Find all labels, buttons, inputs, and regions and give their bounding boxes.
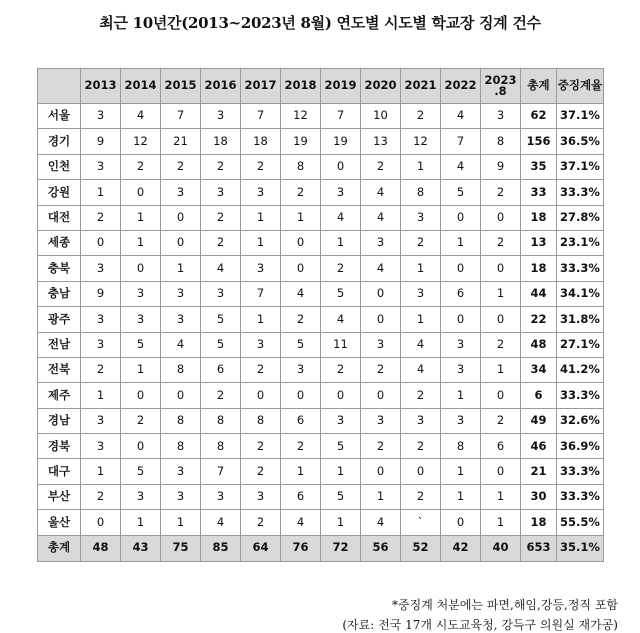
- value-cell: 3: [241, 332, 281, 357]
- value-cell: 1: [161, 256, 201, 281]
- table-row: [38, 154, 604, 179]
- rate-cell: 27.1%: [557, 332, 604, 357]
- region-cell: 충남: [38, 281, 81, 306]
- value-cell: 18: [241, 129, 281, 154]
- rate-cell: 35.1%: [557, 535, 604, 561]
- value-cell: 2: [321, 256, 361, 281]
- value-cell: 42: [441, 535, 481, 561]
- value-cell: 2: [401, 383, 441, 408]
- value-cell: 8: [241, 408, 281, 433]
- value-cell: 40: [481, 535, 521, 561]
- header-cell-year: 2018: [281, 69, 321, 104]
- value-cell: 0: [121, 434, 161, 459]
- value-cell: 1: [441, 484, 481, 509]
- value-cell: 18: [201, 129, 241, 154]
- table-row: [38, 408, 604, 433]
- value-cell: 11: [321, 332, 361, 357]
- total-cell: 49: [521, 408, 557, 433]
- value-cell: 3: [441, 332, 481, 357]
- table-row: [38, 104, 604, 129]
- value-cell: 19: [281, 129, 321, 154]
- rate-cell: 31.8%: [557, 307, 604, 332]
- value-cell: 1: [241, 230, 281, 255]
- value-cell: 1: [481, 357, 521, 382]
- value-cell: 8: [401, 180, 441, 205]
- value-cell: 13: [361, 129, 401, 154]
- value-cell: 4: [401, 357, 441, 382]
- value-cell: 6: [281, 484, 321, 509]
- sum-row: [38, 535, 604, 561]
- rate-cell: 36.5%: [557, 129, 604, 154]
- value-cell: 2: [321, 357, 361, 382]
- value-cell: 4: [161, 332, 201, 357]
- total-cell: 30: [521, 484, 557, 509]
- table-row: [38, 230, 604, 255]
- value-cell: 6: [201, 357, 241, 382]
- value-cell: 12: [281, 104, 321, 129]
- header-cell-year: 2016: [201, 69, 241, 104]
- total-cell: 34: [521, 357, 557, 382]
- value-cell: 1: [281, 459, 321, 484]
- region-cell: 경기: [38, 129, 81, 154]
- value-cell: 2: [361, 434, 401, 459]
- value-cell: 3: [361, 230, 401, 255]
- value-cell: 0: [481, 383, 521, 408]
- table-row: [38, 459, 604, 484]
- value-cell: 0: [401, 459, 441, 484]
- source-note: (자료: 전국 17개 시도교육청, 강득구 의원실 재가공): [342, 618, 618, 632]
- value-cell: 1: [241, 205, 281, 230]
- value-cell: 2: [361, 154, 401, 179]
- table-row: [38, 205, 604, 230]
- page-title: 최근 10년간(2013~2023년 8월) 연도별 시도별 학교장 징계 건수: [99, 14, 541, 32]
- value-cell: 6: [481, 434, 521, 459]
- value-cell: 1: [481, 510, 521, 535]
- value-cell: 72: [321, 535, 361, 561]
- discipline-table: [37, 68, 604, 562]
- value-cell: 3: [81, 408, 121, 433]
- region-cell: 총계: [38, 535, 81, 561]
- value-cell: 3: [121, 281, 161, 306]
- value-cell: 4: [401, 332, 441, 357]
- value-cell: 1: [321, 510, 361, 535]
- header-cell-year: 2020: [361, 69, 401, 104]
- value-cell: 0: [161, 383, 201, 408]
- value-cell: 2: [401, 104, 441, 129]
- table-row: [38, 180, 604, 205]
- value-cell: 56: [361, 535, 401, 561]
- value-cell: 2: [481, 180, 521, 205]
- value-cell: 2: [481, 332, 521, 357]
- value-cell: 5: [121, 459, 161, 484]
- table-row: [38, 281, 604, 306]
- value-cell: 4: [441, 154, 481, 179]
- value-cell: 3: [321, 180, 361, 205]
- value-cell: 5: [201, 332, 241, 357]
- value-cell: 0: [81, 510, 121, 535]
- region-cell: 경남: [38, 408, 81, 433]
- value-cell: 7: [441, 129, 481, 154]
- header-cell-year: 2019: [321, 69, 361, 104]
- rate-cell: 33.3%: [557, 459, 604, 484]
- value-cell: 8: [201, 408, 241, 433]
- value-cell: 7: [321, 104, 361, 129]
- total-cell: 653: [521, 535, 557, 561]
- value-cell: 3: [481, 104, 521, 129]
- value-cell: 1: [441, 459, 481, 484]
- total-cell: 22: [521, 307, 557, 332]
- header-cell-rate: 중징계율: [557, 69, 604, 104]
- total-cell: 21: [521, 459, 557, 484]
- value-cell: 0: [361, 459, 401, 484]
- value-cell: 0: [321, 154, 361, 179]
- value-cell: 2: [281, 434, 321, 459]
- value-cell: 0: [161, 230, 201, 255]
- rate-cell: 34.1%: [557, 281, 604, 306]
- value-cell: 4: [361, 256, 401, 281]
- value-cell: 3: [161, 281, 201, 306]
- value-cell: 9: [481, 154, 521, 179]
- value-cell: 5: [321, 281, 361, 306]
- value-cell: 1: [441, 383, 481, 408]
- value-cell: 0: [361, 383, 401, 408]
- value-cell: 2: [121, 408, 161, 433]
- value-cell: 2: [201, 230, 241, 255]
- table-row: [38, 256, 604, 281]
- value-cell: 2: [361, 357, 401, 382]
- rate-cell: 55.5%: [557, 510, 604, 535]
- value-cell: 1: [81, 180, 121, 205]
- total-cell: 35: [521, 154, 557, 179]
- value-cell: 6: [281, 408, 321, 433]
- value-cell: 2: [201, 154, 241, 179]
- value-cell: 1: [121, 357, 161, 382]
- value-cell: 0: [481, 307, 521, 332]
- value-cell: 7: [241, 104, 281, 129]
- value-cell: 0: [281, 230, 321, 255]
- table-row: [38, 484, 604, 509]
- value-cell: 2: [401, 484, 441, 509]
- value-cell: 75: [161, 535, 201, 561]
- value-cell: 8: [441, 434, 481, 459]
- total-cell: 33: [521, 180, 557, 205]
- table-body: [38, 104, 604, 562]
- value-cell: 4: [201, 510, 241, 535]
- value-cell: 3: [121, 307, 161, 332]
- value-cell: 4: [281, 281, 321, 306]
- value-cell: 9: [81, 281, 121, 306]
- value-cell: 1: [121, 205, 161, 230]
- value-cell: 3: [81, 154, 121, 179]
- value-cell: 0: [121, 256, 161, 281]
- value-cell: 48: [81, 535, 121, 561]
- value-cell: 1: [441, 230, 481, 255]
- value-cell: 3: [281, 357, 321, 382]
- total-cell: 156: [521, 129, 557, 154]
- value-cell: 2: [81, 205, 121, 230]
- header-cell-2023-8: [481, 69, 521, 104]
- value-cell: 12: [401, 129, 441, 154]
- value-cell: 1: [401, 154, 441, 179]
- header-2023-line2: .8: [494, 84, 507, 98]
- value-cell: 1: [241, 307, 281, 332]
- rate-cell: 32.6%: [557, 408, 604, 433]
- value-cell: 3: [81, 104, 121, 129]
- value-cell: 1: [121, 230, 161, 255]
- region-cell: 대전: [38, 205, 81, 230]
- value-cell: 3: [161, 459, 201, 484]
- value-cell: 7: [161, 104, 201, 129]
- value-cell: 1: [481, 281, 521, 306]
- value-cell: 3: [241, 180, 281, 205]
- value-cell: 10: [361, 104, 401, 129]
- value-cell: 0: [441, 256, 481, 281]
- value-cell: 3: [441, 408, 481, 433]
- value-cell: 2: [241, 510, 281, 535]
- value-cell: 0: [481, 459, 521, 484]
- total-cell: 62: [521, 104, 557, 129]
- value-cell: 3: [401, 281, 441, 306]
- value-cell: 8: [161, 357, 201, 382]
- value-cell: 3: [161, 484, 201, 509]
- value-cell: 2: [121, 154, 161, 179]
- value-cell: 43: [121, 535, 161, 561]
- value-cell: 1: [481, 484, 521, 509]
- total-cell: 46: [521, 434, 557, 459]
- value-cell: 4: [281, 510, 321, 535]
- value-cell: 3: [121, 484, 161, 509]
- rate-cell: 33.3%: [557, 383, 604, 408]
- value-cell: 3: [81, 434, 121, 459]
- value-cell: 2: [481, 230, 521, 255]
- total-cell: 18: [521, 510, 557, 535]
- header-cell-year: 2015: [161, 69, 201, 104]
- value-cell: 64: [241, 535, 281, 561]
- value-cell: 4: [321, 205, 361, 230]
- value-cell: 3: [401, 408, 441, 433]
- footnote: *중징계 처분에는 파면,해임,강등,정직 포함: [392, 598, 618, 612]
- value-cell: 8: [481, 129, 521, 154]
- value-cell: 1: [81, 383, 121, 408]
- region-cell: 경북: [38, 434, 81, 459]
- region-cell: 세종: [38, 230, 81, 255]
- value-cell: 8: [161, 408, 201, 433]
- total-cell: 6: [521, 383, 557, 408]
- rate-cell: 41.2%: [557, 357, 604, 382]
- value-cell: 3: [401, 205, 441, 230]
- header-cell-year: 2021: [401, 69, 441, 104]
- rate-cell: 37.1%: [557, 104, 604, 129]
- rate-cell: 33.3%: [557, 256, 604, 281]
- value-cell: 5: [201, 307, 241, 332]
- value-cell: 2: [481, 408, 521, 433]
- value-cell: 3: [201, 104, 241, 129]
- value-cell: 2: [161, 154, 201, 179]
- value-cell: 8: [281, 154, 321, 179]
- value-cell: 4: [321, 307, 361, 332]
- value-cell: 0: [481, 256, 521, 281]
- table-row: [38, 383, 604, 408]
- region-cell: 전북: [38, 357, 81, 382]
- table-row: [38, 434, 604, 459]
- value-cell: 21: [161, 129, 201, 154]
- value-cell: 2: [201, 205, 241, 230]
- value-cell: 3: [241, 256, 281, 281]
- region-cell: 제주: [38, 383, 81, 408]
- value-cell: 4: [361, 205, 401, 230]
- region-cell: 울산: [38, 510, 81, 535]
- region-cell: 부산: [38, 484, 81, 509]
- value-cell: 8: [161, 434, 201, 459]
- value-cell: 0: [481, 205, 521, 230]
- total-cell: 18: [521, 205, 557, 230]
- value-cell: 2: [81, 357, 121, 382]
- table-row: [38, 357, 604, 382]
- value-cell: `: [401, 510, 441, 535]
- value-cell: 19: [321, 129, 361, 154]
- value-cell: 3: [201, 484, 241, 509]
- value-cell: 3: [81, 332, 121, 357]
- value-cell: 3: [201, 180, 241, 205]
- value-cell: 0: [81, 230, 121, 255]
- header-cell-year: 2017: [241, 69, 281, 104]
- value-cell: 1: [361, 484, 401, 509]
- value-cell: 4: [201, 256, 241, 281]
- value-cell: 3: [241, 484, 281, 509]
- table-row: [38, 307, 604, 332]
- rate-cell: 33.3%: [557, 484, 604, 509]
- value-cell: 1: [121, 510, 161, 535]
- value-cell: 2: [241, 357, 281, 382]
- region-cell: 강원: [38, 180, 81, 205]
- value-cell: 5: [441, 180, 481, 205]
- rate-cell: 23.1%: [557, 230, 604, 255]
- value-cell: 12: [121, 129, 161, 154]
- header-cell-corner: [38, 69, 81, 104]
- value-cell: 3: [441, 357, 481, 382]
- value-cell: 52: [401, 535, 441, 561]
- value-cell: 3: [161, 180, 201, 205]
- value-cell: 0: [441, 205, 481, 230]
- region-cell: 인천: [38, 154, 81, 179]
- value-cell: 5: [321, 484, 361, 509]
- value-cell: 1: [401, 307, 441, 332]
- value-cell: 2: [281, 180, 321, 205]
- value-cell: 3: [361, 408, 401, 433]
- total-cell: 13: [521, 230, 557, 255]
- value-cell: 1: [321, 230, 361, 255]
- value-cell: 0: [361, 281, 401, 306]
- total-cell: 18: [521, 256, 557, 281]
- value-cell: 3: [361, 332, 401, 357]
- value-cell: 2: [241, 459, 281, 484]
- value-cell: 0: [441, 510, 481, 535]
- total-cell: 44: [521, 281, 557, 306]
- rate-cell: 27.8%: [557, 205, 604, 230]
- value-cell: 1: [321, 459, 361, 484]
- value-cell: 2: [401, 434, 441, 459]
- rate-cell: 33.3%: [557, 180, 604, 205]
- value-cell: 5: [281, 332, 321, 357]
- value-cell: 1: [281, 205, 321, 230]
- header-cell-total: 총계: [521, 69, 557, 104]
- value-cell: 2: [401, 230, 441, 255]
- value-cell: 76: [281, 535, 321, 561]
- header-cell-year: 2022: [441, 69, 481, 104]
- value-cell: 0: [321, 383, 361, 408]
- value-cell: 9: [81, 129, 121, 154]
- value-cell: 7: [241, 281, 281, 306]
- rate-cell: 37.1%: [557, 154, 604, 179]
- table-row: [38, 332, 604, 357]
- rate-cell: 36.9%: [557, 434, 604, 459]
- value-cell: 2: [201, 383, 241, 408]
- value-cell: 5: [321, 434, 361, 459]
- value-cell: 85: [201, 535, 241, 561]
- value-cell: 0: [361, 307, 401, 332]
- value-cell: 8: [201, 434, 241, 459]
- table-row: [38, 510, 604, 535]
- value-cell: 7: [201, 459, 241, 484]
- value-cell: 0: [241, 383, 281, 408]
- value-cell: 2: [281, 307, 321, 332]
- value-cell: 0: [441, 307, 481, 332]
- value-cell: 0: [161, 205, 201, 230]
- value-cell: 4: [361, 510, 401, 535]
- region-cell: 충북: [38, 256, 81, 281]
- value-cell: 1: [161, 510, 201, 535]
- value-cell: 0: [121, 180, 161, 205]
- region-cell: 서울: [38, 104, 81, 129]
- value-cell: 4: [361, 180, 401, 205]
- value-cell: 5: [121, 332, 161, 357]
- header-row: [38, 69, 604, 104]
- value-cell: 2: [241, 434, 281, 459]
- value-cell: 4: [121, 104, 161, 129]
- region-cell: 대구: [38, 459, 81, 484]
- value-cell: 2: [81, 484, 121, 509]
- value-cell: 6: [441, 281, 481, 306]
- header-cell-year: 2013: [81, 69, 121, 104]
- header-2023-line1: 2023: [484, 72, 517, 87]
- value-cell: 1: [401, 256, 441, 281]
- value-cell: 0: [281, 256, 321, 281]
- value-cell: 3: [321, 408, 361, 433]
- table-row: [38, 129, 604, 154]
- header-cell-year: 2014: [121, 69, 161, 104]
- value-cell: 0: [281, 383, 321, 408]
- value-cell: 3: [81, 307, 121, 332]
- value-cell: 2: [241, 154, 281, 179]
- total-cell: 48: [521, 332, 557, 357]
- value-cell: 1: [81, 459, 121, 484]
- value-cell: 4: [441, 104, 481, 129]
- value-cell: 0: [121, 383, 161, 408]
- value-cell: 3: [201, 281, 241, 306]
- region-cell: 광주: [38, 307, 81, 332]
- value-cell: 3: [81, 256, 121, 281]
- region-cell: 전남: [38, 332, 81, 357]
- value-cell: 3: [161, 307, 201, 332]
